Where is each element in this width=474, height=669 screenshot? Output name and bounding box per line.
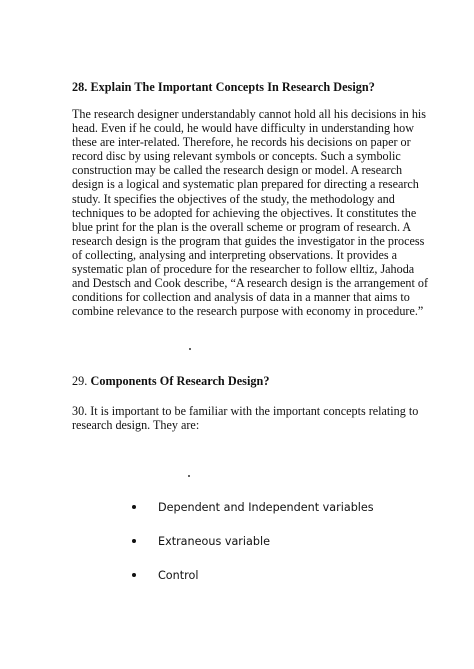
paragraph-line: these are inter-related. Therefore, he records his decisions on paper or xyxy=(72,135,411,150)
paragraph-line: blue print for the plan is the overall scheme or program of research. A xyxy=(72,219,412,234)
paragraph-line: research design. They are: xyxy=(72,418,200,433)
paragraph-line: design is a logical and systematic plan prepared for directing a research xyxy=(72,177,419,192)
section-28-heading: 28. Explain The Important Concepts In Research Design? xyxy=(72,80,375,94)
paragraph-line: and Destsch and Cook describe, “A research design is the arrangement of xyxy=(72,276,429,291)
paragraph-line: of collecting, analysing and interpreting observations. It provides a xyxy=(72,247,398,262)
section-29-title: Components Of Research Design? xyxy=(90,374,270,388)
bullet-icon xyxy=(132,539,136,543)
list-item-label: Control xyxy=(158,569,199,582)
paragraph-line: research design is the program that guides the investigator in the process xyxy=(72,233,425,248)
paragraph-line: head. Even if he could, he would have difficulty in understanding how xyxy=(72,121,414,136)
paragraph-line: The research designer understandably cannot hold all his decisions in his xyxy=(72,107,427,121)
paragraph-line: systematic plan of procedure for the researcher to follow elltiz, Jahoda xyxy=(72,262,415,277)
paragraph-line: record disc by using relevant symbols or concepts. Such a symbolic xyxy=(72,149,401,164)
bullet-icon xyxy=(132,573,136,577)
paragraph-line: construction may be called the research design or model. A research xyxy=(72,163,403,178)
paragraph-line: 30. It is important to be familiar with the important concepts relating to xyxy=(72,404,419,418)
bullet-icon xyxy=(132,505,136,509)
list-item-label: Extraneous variable xyxy=(158,535,270,548)
paragraph-line: combine relevance to the research purpose with economy in procedure.” xyxy=(72,304,424,319)
paragraph-line: study. It specifies the objectives of the study, the methodology and xyxy=(72,191,395,206)
paragraph-line: conditions for collection and analysis of data in a manner that aims to xyxy=(72,290,410,305)
list-item-label: Dependent and Independent variables xyxy=(158,501,374,514)
section-29-number: 29. xyxy=(72,374,88,388)
paragraph-line: techniques to be adopted for achieving the objectives. It constitutes the xyxy=(72,205,417,220)
